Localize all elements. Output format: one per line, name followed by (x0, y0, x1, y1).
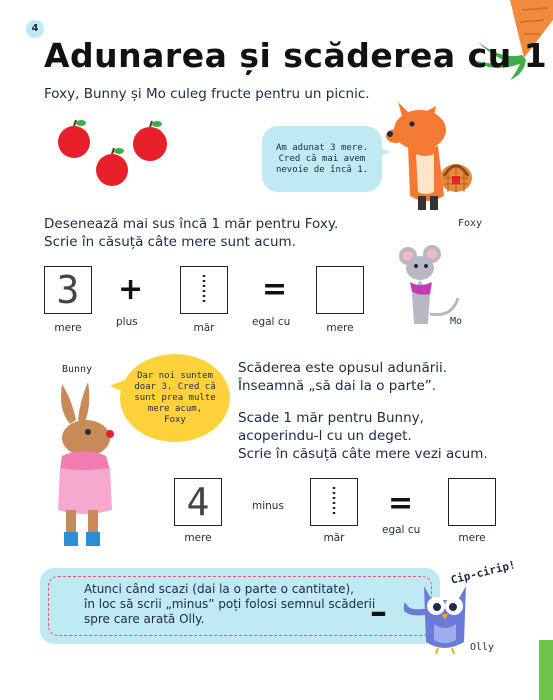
eq2-label-second: măr (323, 532, 345, 544)
dotted-digit: 3 (56, 268, 80, 312)
bubble-line: doar 3. Cred că (134, 381, 216, 392)
green-page-tab (539, 640, 553, 700)
tip-line: spre care arată Olly. (84, 612, 205, 626)
bubble-line: Dar noi suntem (137, 370, 213, 381)
equals-sign: = (262, 272, 288, 307)
bubble-line: Foxy (164, 414, 186, 425)
bubble-line: Am adunat 3 mere. (275, 142, 369, 153)
bunny-character (48, 380, 128, 556)
dotted-one-digit (331, 485, 337, 519)
intro-text: Foxy, Bunny și Mo culeg fructe pentru un picnic. (44, 86, 370, 102)
bunny-name-label: Bunny (62, 364, 93, 375)
apple-icon (96, 148, 128, 186)
bubble-line: sunt prea multe (134, 392, 216, 403)
subtraction-definition: Înseamnă „să dai la o parte”. (238, 378, 437, 394)
instruction-line: Scade 1 măr pentru Bunny, (238, 410, 424, 426)
mo-name-label: Mo (450, 316, 463, 327)
instruction-line: Desenează mai sus încă 1 măr pentru Foxy. (44, 216, 339, 232)
number-box-3 (44, 266, 92, 314)
minus-sign: – (370, 592, 387, 632)
eq1-label-equals: egal cu (252, 316, 291, 328)
eq2-label-minus: minus (252, 500, 284, 512)
bubble-line: Cred că mai avem (278, 153, 366, 164)
page-title: Adunarea și scăderea cu 1 (44, 36, 548, 75)
foxy-name-label: Foxy (458, 218, 483, 229)
answer-box[interactable] (316, 266, 364, 314)
instruction-line: Scrie în căsuță câte mere sunt acum. (44, 234, 296, 250)
bubble-line: mere acum, (147, 403, 203, 414)
olly-sound-label: Cip-cirip! (449, 558, 517, 587)
olly-name-label: Olly (470, 642, 495, 653)
dotted-digit: 4 (186, 480, 210, 524)
eq2-label-result: mere (458, 532, 486, 544)
eq1-label-result: mere (326, 322, 354, 334)
eq1-label-plus: plus (116, 316, 138, 328)
apple-icon (133, 121, 167, 161)
foxy-speech-bubble (262, 126, 382, 192)
eq1-label-second: măr (193, 322, 215, 334)
number-box-1 (310, 478, 358, 526)
plus-sign: + (118, 272, 144, 307)
foxy-character (386, 96, 486, 220)
apple-icon (58, 120, 90, 158)
number-box-1 (180, 266, 228, 314)
bunny-speech-bubble (120, 354, 230, 442)
instruction-line: Scrie în căsuță câte mere vezi acum. (238, 446, 488, 462)
bubble-line: nevoie de încă 1. (275, 164, 369, 175)
instruction-line: acoperindu-l cu un deget. (238, 428, 412, 444)
dotted-one-digit (201, 273, 207, 307)
subtraction-definition: Scăderea este opusul adunării. (238, 360, 448, 376)
apples-illustration (54, 118, 174, 190)
equals-sign: = (388, 486, 414, 521)
tip-line: Atunci când scazi (dai la o parte o cantitate), (84, 582, 354, 596)
answer-box[interactable] (448, 478, 496, 526)
tip-line: în loc să scrii „minus” poți folosi semnul scăderii (84, 597, 376, 611)
page-number: 4 (26, 20, 44, 38)
eq1-label-first: mere (54, 322, 82, 334)
eq2-label-first: mere (184, 532, 212, 544)
eq2-label-equals: egal cu (382, 524, 421, 536)
number-box-4 (174, 478, 222, 526)
